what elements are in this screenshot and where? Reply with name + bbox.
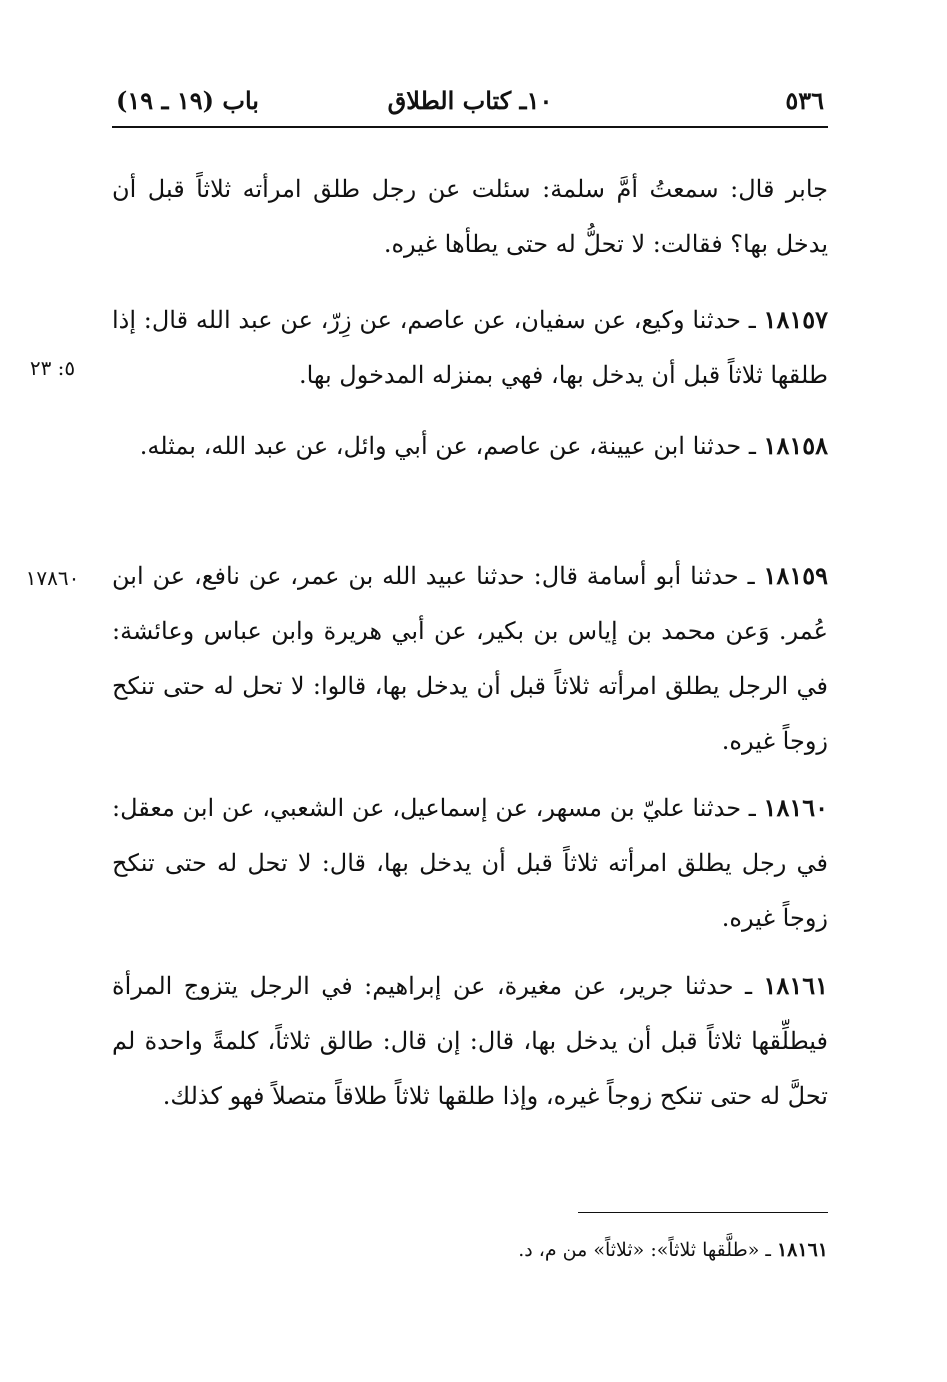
hadith-18160 xyxy=(112,780,828,946)
margin-reference: ١٧٨٦٠ xyxy=(25,566,80,590)
paragraph-text: جابر قال: سمعتُ أمَّ سلمة: سئلت عن رجل طلق امرأته ثلاثاً قبل أن يدخل بها؟ فقالت: لا تحلُّ له حتى يطأها غيره. xyxy=(112,175,828,258)
footnote-text: ـ «طلَّقها ثلاثاً»: «ثلاثاً» من م، د. xyxy=(518,1239,771,1261)
footnote xyxy=(112,1232,828,1268)
hadith-text: ـ حدثنا وكيع، عن سفيان، عن عاصم، عن زِرّ، عن عبد الله قال: إذا طلقها ثلاثاً قبل أن يدخل بها، فهي بمنزله المدخول بها. xyxy=(112,306,828,389)
hadith-text: ـ حدثنا أبو أسامة قال: حدثنا عبيد الله بن عمر، عن نافع، عن ابن عُمر. وَعن محمد بن إياس بن بكير، عن أبي هريرة وابن عباس وعائشة: في الرجل يطلق امرأته ثلاثاً قبل أن يدخل بها، قالوا: لا تحل له حتى تنكح زوجاً غيره. xyxy=(112,562,828,755)
hadith-number: ١٨١٥٧ xyxy=(763,305,828,334)
page-number: ٥٣٦ xyxy=(785,86,824,115)
hadith-number: ١٨١٥٨ xyxy=(763,431,828,460)
hadith-number: ١٨١٦٠ xyxy=(763,793,828,822)
hadith-number: ١٨١٦١ xyxy=(763,971,828,1000)
hadith-18159 xyxy=(112,548,828,769)
hadith-text: ـ حدثنا عليّ بن مسهر، عن إسماعيل، عن الشعبي، عن ابن معقل: في رجل يطلق امرأته ثلاثاً قبل أن يدخل بها، قال: لا تحل له حتى تنكح زوجاً غيره. xyxy=(112,794,828,932)
hadith-18157 xyxy=(112,292,828,403)
chapter-heading: باب (١٩ ـ ١٩) xyxy=(116,86,259,115)
page-header xyxy=(112,80,828,128)
hadith-18158 xyxy=(112,418,828,474)
footnote-number: ١٨١٦١ xyxy=(776,1239,828,1261)
hadith-number: ١٨١٥٩ xyxy=(763,561,828,590)
margin-reference: ٥: ٢٣ xyxy=(29,356,76,380)
hadith-18161 xyxy=(112,958,828,1124)
footnote-divider xyxy=(578,1212,828,1213)
book-title: ١٠ـ كتاب الطلاق xyxy=(387,86,553,115)
hadith-text: ـ حدثنا جرير، عن مغيرة، عن إبراهيم: في الرجل يتزوج المرأة فيطلِّقها ثلاثاً قبل أن يدخل بها، قال: إن قال: طالق ثلاثاً، كلمةً واحدة لم تحلَّ له حتى تنكح زوجاً غيره، وإذا طلقها ثلاثاً طلاقاً متصلاً فهو كذلك. xyxy=(112,972,829,1110)
paragraph-continuation xyxy=(112,162,828,272)
hadith-text: ـ حدثنا ابن عيينة، عن عاصم، عن أبي وائل، عن عبد الله، بمثله. xyxy=(139,432,756,460)
